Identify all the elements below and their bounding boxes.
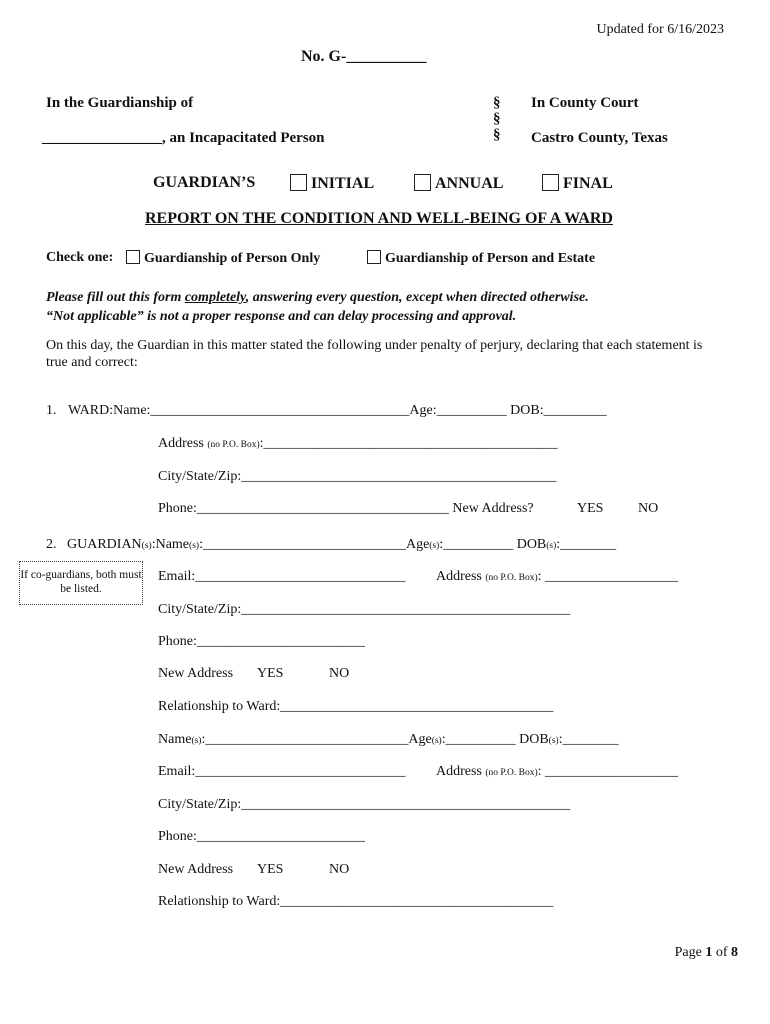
guardian2-relationship-field[interactable]: Relationship to Ward:_______________________________________ xyxy=(158,894,554,909)
person-only-label: Guardianship of Person Only xyxy=(144,251,321,266)
annual-label: ANNUAL xyxy=(435,175,504,192)
updated-date: Updated for 6/16/2023 xyxy=(596,22,724,37)
final-checkbox[interactable] xyxy=(542,174,559,191)
check-one-label: Check one: xyxy=(46,250,114,265)
age-blank: :__________ DOB xyxy=(439,537,547,552)
guardian2-email-field[interactable]: Email:______________________________ xyxy=(158,764,406,779)
person-only-checkbox[interactable] xyxy=(126,250,140,264)
dob-blank: :________ xyxy=(558,732,619,747)
guardian-new-address-yes[interactable]: YES xyxy=(257,666,284,681)
option-person-only[interactable] xyxy=(126,250,320,267)
report-type-label: GUARDIAN’S xyxy=(153,174,256,191)
ward-new-address-no[interactable]: NO xyxy=(638,501,659,516)
address-blank: :__________________________________________ xyxy=(259,436,558,451)
ward-name-field[interactable]: WARD:Name:_____________________________________Age:__________ DOB:_________ xyxy=(68,403,607,418)
guardian-phone-field[interactable]: Phone:________________________ xyxy=(158,634,365,649)
guardian2-phone-field[interactable]: Phone:________________________ xyxy=(158,829,365,844)
section-marks xyxy=(493,95,501,143)
plural-s: (s) xyxy=(546,541,557,551)
option-person-estate[interactable] xyxy=(367,250,595,267)
page-total: 8 xyxy=(731,945,738,960)
guardian2-address-field[interactable] xyxy=(436,764,678,780)
dob-blank: :________ xyxy=(556,537,617,552)
page-current: 1 xyxy=(705,945,713,960)
caption-county: Castro County, Texas xyxy=(531,130,668,146)
instructions-line2: “Not applicable” is not a proper response and can delay processing and approval. xyxy=(46,309,517,324)
form-title: REPORT ON THE CONDITION AND WELL-BEING OF A WARD xyxy=(145,210,613,227)
guardian2-new-address-label: New Address xyxy=(158,862,234,877)
address-note: (no P.O. Box) xyxy=(485,573,538,583)
initial-label: INITIAL xyxy=(311,175,375,192)
instructions-text: , answering every question, except when directed otherwise. xyxy=(245,290,589,305)
ward-city-field[interactable]: City/State/Zip:_____________________________________________ xyxy=(158,469,557,484)
instructions-emphasis: completely xyxy=(184,290,246,305)
guardian2-city-field[interactable]: City/State/Zip:_______________________________________________ xyxy=(158,797,571,812)
instructions-line1 xyxy=(46,290,589,306)
section-mark: § xyxy=(493,127,501,143)
caption-court: In County Court xyxy=(531,95,639,111)
final-label: FINAL xyxy=(563,175,613,192)
address-blank: : ___________________ xyxy=(537,569,679,584)
annual-checkbox[interactable] xyxy=(414,174,431,191)
plural-s: (s) xyxy=(191,736,202,746)
plural-s: (s) xyxy=(548,736,559,746)
ward-address-field[interactable] xyxy=(158,436,558,452)
person-estate-checkbox[interactable] xyxy=(367,250,381,264)
page-number xyxy=(675,945,738,961)
guardian-label: GUARDIAN xyxy=(67,537,142,552)
address-note: (no P.O. Box) xyxy=(207,440,260,450)
age-label: Age xyxy=(405,537,430,552)
ward-number: 1. xyxy=(46,403,57,418)
plural-s: (s) xyxy=(141,541,152,551)
option-annual[interactable] xyxy=(414,174,503,193)
address-note: (no P.O. Box) xyxy=(485,768,538,778)
section-mark: § xyxy=(493,95,501,111)
address-blank: : ___________________ xyxy=(537,764,679,779)
option-final[interactable] xyxy=(542,174,613,193)
plural-s: (s) xyxy=(189,541,200,551)
name-blank: :_____________________________ xyxy=(199,537,406,552)
section-mark: § xyxy=(493,111,501,127)
initial-checkbox[interactable] xyxy=(290,174,307,191)
age-blank: :__________ DOB xyxy=(441,732,549,747)
ward-new-address-yes[interactable]: YES xyxy=(577,501,604,516)
guardian-address-field[interactable] xyxy=(436,569,678,585)
guardian-email-field[interactable]: Email:______________________________ xyxy=(158,569,406,584)
caption-incapacitated-person: ________________, an Incapacitated Person xyxy=(42,130,325,146)
plural-s: (s) xyxy=(431,736,442,746)
guardian-relationship-field[interactable]: Relationship to Ward:_______________________________________ xyxy=(158,699,554,714)
instructions-text: Please fill out this form xyxy=(46,290,185,305)
option-initial[interactable] xyxy=(290,174,374,193)
caption-guardianship: In the Guardianship of xyxy=(46,95,194,111)
address-label: Address xyxy=(436,569,482,584)
guardian2-name-field[interactable] xyxy=(158,732,619,748)
age-label: Age xyxy=(408,732,432,747)
guardian2-new-address-no[interactable]: NO xyxy=(329,862,350,877)
guardian-name-field[interactable] xyxy=(67,537,616,553)
ward-phone-field[interactable]: Phone:____________________________________ New Address? xyxy=(158,501,534,516)
page-of: of xyxy=(712,945,731,960)
co-guardians-note: If co-guardians, both must be listed. xyxy=(19,561,143,605)
guardian-number: 2. xyxy=(46,537,57,552)
guardian-city-field[interactable]: City/State/Zip:_______________________________________________ xyxy=(158,602,571,617)
name-label: Name xyxy=(158,732,192,747)
page-label: Page xyxy=(674,945,706,960)
guardian2-new-address-yes[interactable]: YES xyxy=(257,862,284,877)
guardian-new-address-no[interactable]: NO xyxy=(329,666,350,681)
guardian-new-address-label: New Address xyxy=(158,666,234,681)
address-label: Address xyxy=(436,764,482,779)
address-label: Address xyxy=(158,436,204,451)
name-label: :Name xyxy=(151,537,190,552)
person-estate-label: Guardianship of Person and Estate xyxy=(385,251,596,266)
name-blank: :_____________________________ xyxy=(201,732,409,747)
penalty-statement: On this day, the Guardian in this matter stated the following under penalty of perjury, declaring that each statement is true and correct: xyxy=(46,338,703,370)
case-number: No. G-__________ xyxy=(301,48,427,65)
plural-s: (s) xyxy=(429,541,440,551)
